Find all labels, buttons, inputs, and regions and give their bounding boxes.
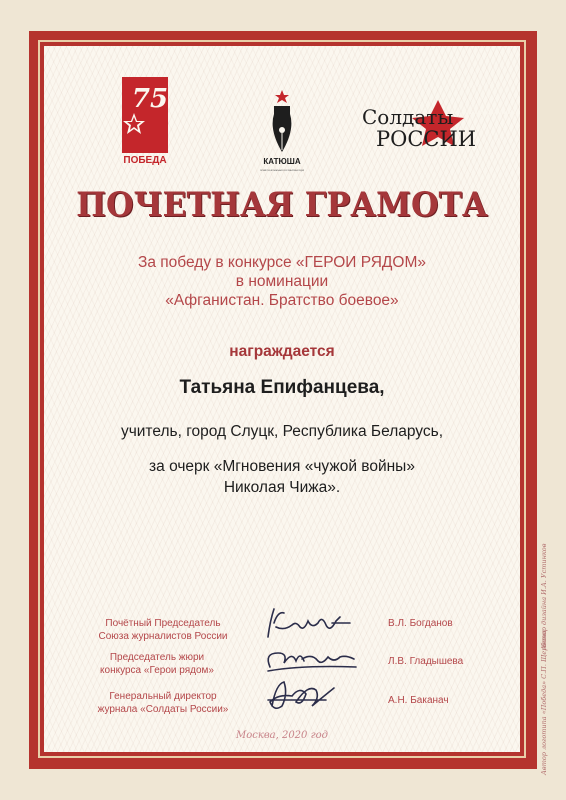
signatory-2-title-line2: конкурса «Герои рядом» (100, 665, 214, 676)
signatory-2-name: Л.В. Гладышева (388, 656, 464, 667)
signatory-2-title-line1: Председатель жюри (109, 652, 205, 663)
signature-2 (262, 645, 360, 677)
signatory-3-title-line2: журнала «Солдаты России» (97, 704, 229, 715)
recipient-name: Татьяна Епифанцева, (179, 377, 385, 398)
soldaty-rossii-logo (360, 98, 516, 152)
signatory-2-title (72, 651, 242, 677)
katyusha-subtitle: ЛИТЕРАТУРНО-МУЗЫКАЛЬНЫЙ СОЮЗ ТАЛАНТЛИВЫХ ЛЮДЕЙ (260, 170, 322, 172)
work-title-line-2: Николая Чижа». (223, 479, 341, 496)
victory-word: ПОБЕДА (123, 155, 167, 166)
signatory-1-title (78, 617, 248, 643)
subtitle-line-1: За победу в конкурсе «ГЕРОИ РЯДОМ» (137, 254, 427, 271)
subtitle-line-3: «Афганистан. Братство боевое» (165, 292, 399, 309)
magazine-line2: РОССИИ (376, 127, 477, 151)
signatory-3-title (78, 690, 248, 716)
signatory-3-name: А.Н. Баканач (388, 695, 449, 706)
magazine-line1: Солдаты (362, 105, 454, 129)
city-date: Москва, 2020 год (235, 730, 328, 741)
katyusha-name: КАТЮША (263, 157, 301, 166)
signatory-1-name: В.Л. Богданов (388, 618, 453, 629)
signature-3 (262, 676, 342, 716)
katyusha-logo (257, 90, 322, 180)
signatory-1-title-line1: Почётный Председатель (105, 618, 221, 629)
recipient-description: учитель, город Слуцк, Республика Беларусь, (120, 423, 444, 440)
signature-1 (262, 603, 357, 643)
signatory-3-title-line1: Генеральный директор (109, 691, 217, 702)
katyusha-star-icon (275, 90, 289, 103)
awarded-label: награждается (229, 343, 335, 360)
design-author-credit: Автор дизайна И.А. Устинков (540, 543, 548, 650)
magazine-tagline: журнал достойных (452, 109, 516, 116)
victory-75-number: 75 (131, 84, 169, 114)
logo-author-credit: Автор логотипа «Победа» С.П. Щербина (540, 630, 548, 775)
victory-75-logo (120, 75, 170, 165)
signatory-1-title-line2: Союза журналистов России (98, 631, 228, 642)
subtitle-line-2: в номинации (235, 273, 329, 290)
certificate-title: ПОЧЕТНАЯ ГРАМОТА (76, 185, 488, 225)
work-title-line-1: за очерк «Мгновения «чужой войны» (149, 458, 415, 475)
